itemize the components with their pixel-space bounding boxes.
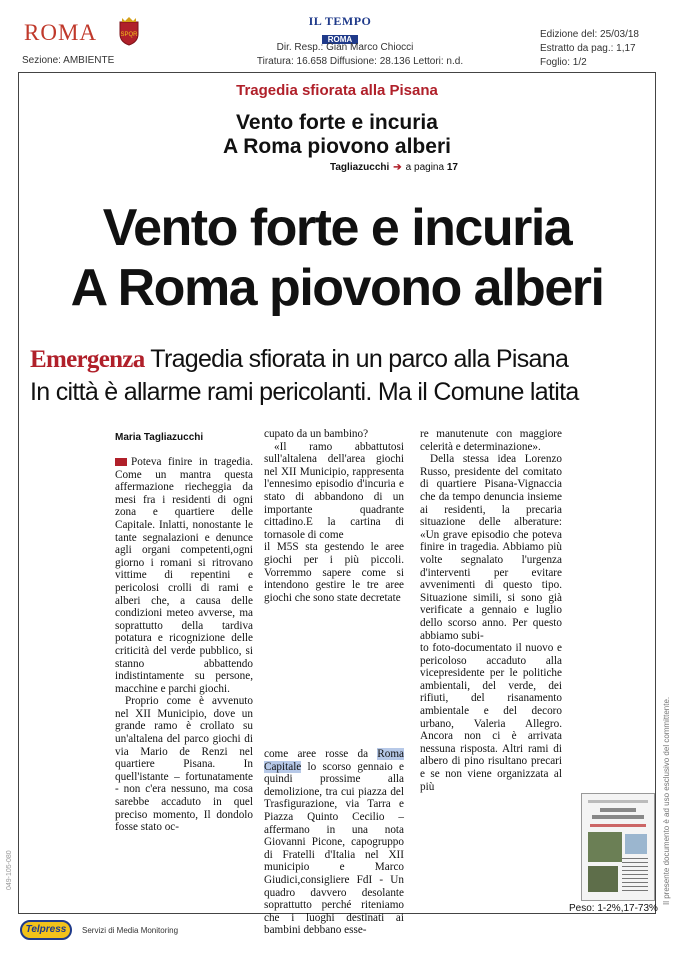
article-column-2-continued bbox=[264, 748, 404, 937]
paragraph: Proprio come è avvenuto nel XII Municipio, dove un grande ramo è crollato su un'altalena del parco giochi di via Mario de Renzi nel quartiere Pisana. In quell'istante – fortunatamente - non c'era nessuno, ma cosa sarebbe accaduto in quel preciso momento, Il dondolo fosse stato oc- bbox=[115, 695, 253, 834]
front-headline-line2: A Roma piovono alberi bbox=[223, 135, 451, 158]
section-label: Sezione: AMBIENTE bbox=[22, 55, 115, 66]
front-kicker: Tragedia sfiorata alla Pisana bbox=[236, 82, 438, 99]
paragraph: to foto-documentato il nuovo e pericoloso accaduto alla vicepresidente per le politiche ambientali, del verde, dei rifiuti, del risanamento ambientale e del decoro urbano, Valeria Allegro. Ancora non ci è arrivata nessuna risposta. Altri rami di albero di pino risultano precari e se non viene organizzata al più bbox=[420, 642, 562, 793]
edition-date: Edizione del: 25/03/18 bbox=[540, 29, 639, 40]
deck-line1: Tragedia sfiorata in un parco alla Pisana bbox=[150, 345, 569, 373]
paragraph: il M5S sta gestendo le aree giochi per i più piccoli. Vorremmo sapere come si intendono gestire le tre aree giochi che sono state decretate bbox=[264, 541, 404, 604]
page-thumbnail bbox=[581, 793, 655, 901]
article-deck bbox=[30, 343, 650, 409]
extract-pages: Estratto da pag.: 1,17 bbox=[540, 43, 636, 54]
rome-crest-icon bbox=[118, 16, 140, 46]
article-headline-line1: Vento forte e incuria bbox=[102, 199, 572, 257]
front-headline-line1: Vento forte e incuria bbox=[236, 111, 438, 134]
paragraph: cupato da un bambino? bbox=[264, 428, 369, 440]
page-reference bbox=[330, 162, 458, 173]
ref-page-number: 17 bbox=[446, 162, 458, 173]
paragraph: Della stessa idea Lorenzo Russo, presidente del comitato di quartiere Pisana-Vignaccia che da tempo denuncia insieme ai residenti, la precaria situazione delle alberature: «Un grave episodio che poteva finire in tragedia. Abbiamo più volte segnalato l'urgenza d'interventi per evitare avvenimenti di questo tipo. Situazione simili, si sono già verificate a gennaio e luglio dello scorso anno. Per questo abbiamo subi- bbox=[420, 453, 562, 642]
byline: Maria Tagliazucchi bbox=[115, 432, 204, 443]
ref-author: Tagliazucchi bbox=[330, 162, 390, 173]
deck-emphasis: Emergenza bbox=[30, 346, 145, 373]
logo-title: IL TEMPO bbox=[308, 14, 372, 28]
paragraph: re manutenute con maggiore celerità e determinazione». bbox=[420, 428, 562, 453]
document-code: 049-105-080 bbox=[6, 850, 13, 890]
telpress-logo: Telpress bbox=[20, 920, 72, 940]
article-headline bbox=[18, 198, 656, 318]
sheet-number: Foglio: 1/2 bbox=[540, 57, 587, 68]
paragraph: come aree rosse da Roma Capitale lo scorso gennaio e quindi prossime alla demolizione, tra cui piazza del Trasfigurazione, via Tarra e Piazza Quinto Cecilio – affermano in una nota Giovanni Picone, capogruppo di Fratelli d'Italia nel XII municipio e Marco Giudici,consigliere FdI - Un quadro davvero desolante soprattutto perché riteniamo che i luoghi destinati ai bambini debbano esse- bbox=[264, 748, 404, 937]
article-column-3 bbox=[420, 428, 562, 793]
article-column-1 bbox=[115, 456, 253, 834]
svg-text:SPQR: SPQR bbox=[120, 32, 138, 38]
paragraph-marker-icon bbox=[115, 458, 127, 466]
director-line: Dir. Resp.: Gian Marco Chiocci bbox=[276, 42, 414, 53]
paragraph: «Il ramo abbattutosi sull'altalena dell'area giochi nel XII Municipio, rappresenta l'ennesimo episodio d'incuria e stato di abbandono di un importante quadrante cittadino.E la cartina di tornasole di come bbox=[264, 440, 404, 541]
weight-info: Peso: 1-2%,17-73% bbox=[569, 903, 658, 914]
deck-line2: In città è allarme rami pericolanti. Ma il Comune latita bbox=[30, 378, 579, 406]
edition-info bbox=[540, 28, 639, 70]
front-headline bbox=[18, 111, 656, 159]
arrow-right-icon: ➔ bbox=[393, 162, 402, 173]
highlighted-term: Roma Capitale bbox=[264, 748, 404, 773]
usage-notice: Il presente documento è ad uso esclusivo del committente. bbox=[662, 696, 671, 905]
logo-subtitle: ROMA bbox=[322, 35, 358, 44]
article-column-2 bbox=[264, 428, 404, 604]
ref-page-label: a pagina bbox=[405, 162, 445, 173]
masthead-city: ROMA bbox=[24, 20, 98, 45]
footer-services: Servizi di Media Monitoring bbox=[82, 926, 179, 935]
article-headline-line2: A Roma piovono alberi bbox=[70, 259, 604, 317]
circulation-line: Tiratura: 16.658 Diffusione: 28.136 Lettori: n.d. bbox=[256, 56, 464, 67]
paragraph: Poteva finire in tragedia. Come un mantra questa affermazione riecheggia da mesi fra i residenti di ogni zona e quartiere delle Capitale. Inlatti, nonostante le tante segnalazioni e denunce agli organi competenti,ogni giorno i romani si ritrovano vittime di repentini e pericolosi crolli di rami e alberi che, a causa delle condizioni meteo avverse, ma soprattutto della tardiva potatura e ricognizione delle criticità del verde pubblico, si stanno abbattendo indistintamente su persone, macchine e parchi giochi. bbox=[115, 456, 253, 695]
